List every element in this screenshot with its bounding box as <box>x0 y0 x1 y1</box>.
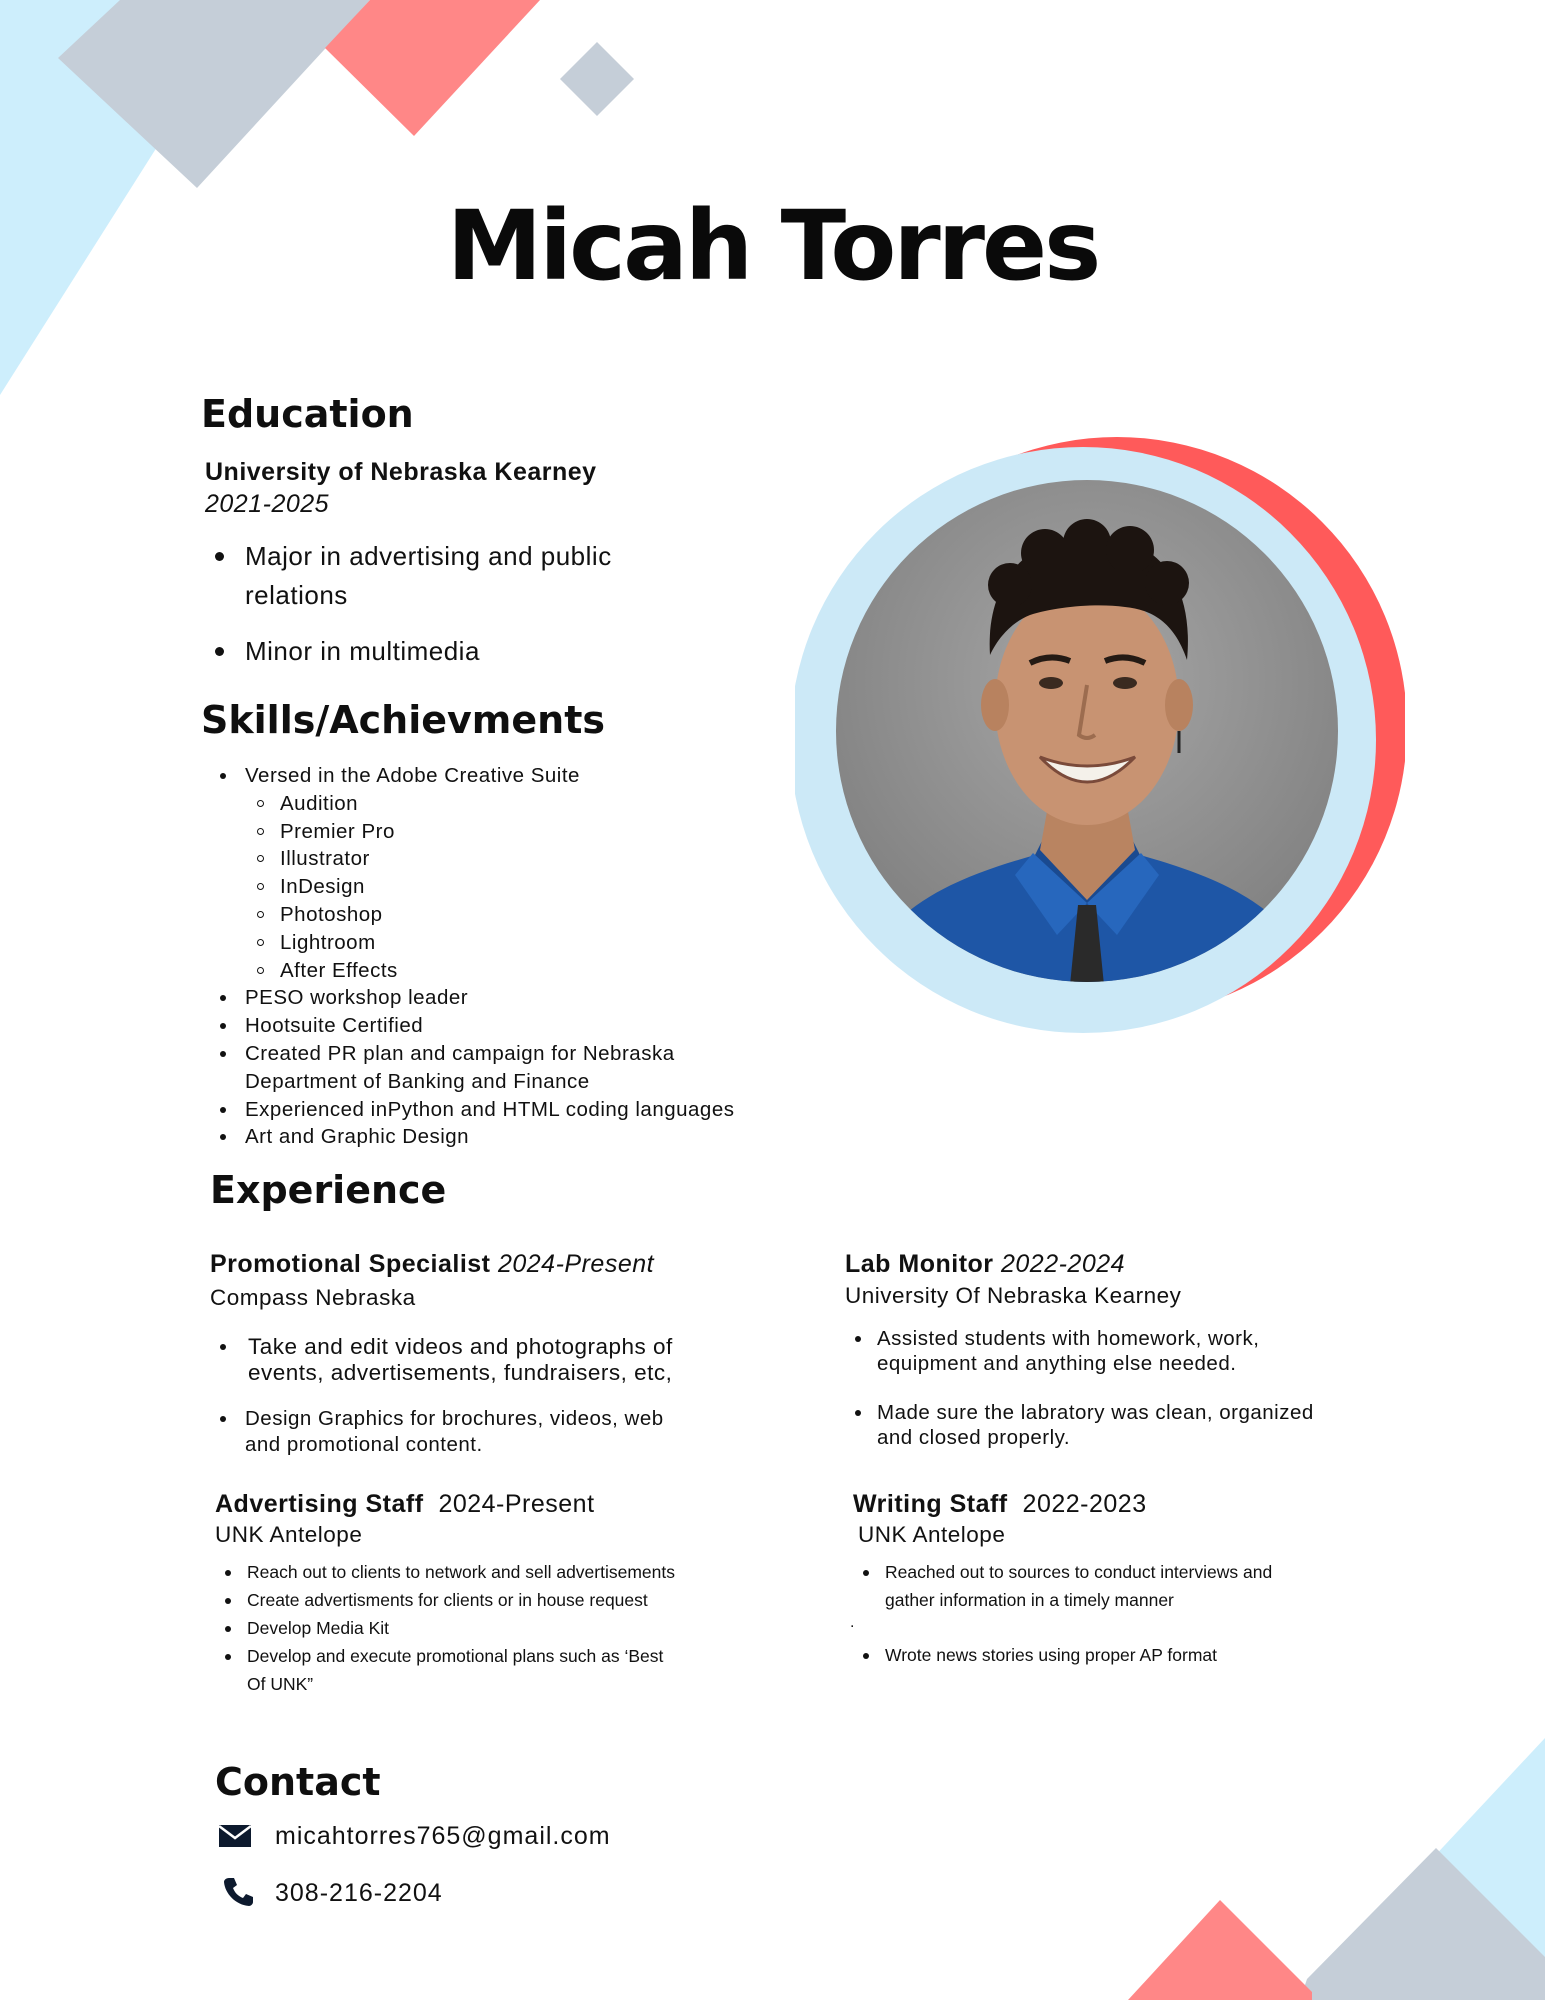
job-bullets <box>845 1326 1315 1450</box>
job-bullet: Reach out to clients to network and sell advertisements <box>215 1558 685 1586</box>
education-item: Major in advertising and public relations <box>205 537 675 615</box>
job-dates: 2022-2023 <box>1022 1490 1147 1518</box>
job-title: Promotional Specialist <box>210 1250 491 1278</box>
phone-icon <box>222 1876 254 1913</box>
contact-phone[interactable]: 308-216-2204 <box>275 1879 443 1907</box>
skill-item: Art and Graphic Design <box>205 1123 805 1151</box>
job-bullets <box>853 1641 1313 1669</box>
skill-subitem: Photoshop <box>205 901 805 929</box>
profile-photo <box>795 435 1405 1035</box>
experience-heading: Experience <box>210 1168 447 1212</box>
job-bullets <box>215 1558 685 1698</box>
skills-heading: Skills/Achievments <box>201 698 605 742</box>
skill-item: PESO workshop leader <box>205 984 805 1012</box>
job-bullet: Design Graphics for brochures, videos, web and promotional content. <box>210 1406 665 1458</box>
resume-name: Micah Torres <box>446 190 1099 302</box>
job-org: Compass Nebraska <box>210 1285 416 1310</box>
job-title-line <box>845 1250 1125 1279</box>
education-years: 2021-2025 <box>205 490 330 518</box>
job-title: Advertising Staff <box>215 1490 424 1518</box>
skill-subitem: Lightroom <box>205 929 805 957</box>
envelope-icon <box>218 1824 252 1853</box>
job-bullet: Create advertisments for clients or in house request <box>215 1586 685 1614</box>
job-title: Lab Monitor <box>845 1250 994 1278</box>
job-bullet: Assisted students with homework, work, equipment and anything else needed. <box>845 1326 1315 1376</box>
stray-mark: . <box>850 1614 855 1631</box>
skill-item: Versed in the Adobe Creative Suite <box>205 762 805 790</box>
job-org: UNK Antelope <box>215 1522 363 1547</box>
job-org: University Of Nebraska Kearney <box>845 1283 1182 1308</box>
education-school: University of Nebraska Kearney <box>205 458 597 486</box>
job-bullet: Develop Media Kit <box>215 1614 685 1642</box>
skill-subitem: Illustrator <box>205 845 805 873</box>
job-dates: 2022-2024 <box>1000 1250 1126 1278</box>
job-bullet: Wrote news stories using proper AP format <box>853 1641 1313 1669</box>
job-bullet: Take and edit videos and photographs of events, advertisements, fundraisers, etc, <box>210 1334 738 1386</box>
contact-heading: Contact <box>215 1760 381 1804</box>
skills-list <box>205 762 805 1151</box>
job-org: UNK Antelope <box>858 1522 1006 1547</box>
job-title: Writing Staff <box>853 1490 1008 1518</box>
job-bullet: Made sure the labratory was clean, organized and closed properly. <box>845 1400 1315 1450</box>
job-bullets <box>210 1334 730 1458</box>
skill-item: Hootsuite Certified <box>205 1012 805 1040</box>
job-title-line <box>853 1490 1147 1519</box>
contact-email[interactable]: micahtorres765@gmail.com <box>275 1822 611 1850</box>
job-title-line <box>215 1490 595 1519</box>
education-list <box>205 537 725 688</box>
skill-subitem: InDesign <box>205 873 805 901</box>
skill-item: Experienced inPython and HTML coding languages <box>205 1096 805 1124</box>
job-dates: 2024-Present <box>497 1250 655 1278</box>
job-bullet: Develop and execute promotional plans such as ‘Best Of UNK” <box>215 1642 667 1698</box>
job-dates: 2024-Present <box>438 1490 595 1518</box>
skill-subitem: Audition <box>205 790 805 818</box>
education-item: Minor in multimedia <box>205 632 725 671</box>
education-heading: Education <box>201 392 414 436</box>
skill-subitem: After Effects <box>205 957 805 985</box>
job-bullets <box>853 1558 1313 1614</box>
job-bullet: Reached out to sources to conduct interviews and gather information in a timely manner <box>853 1558 1313 1614</box>
skill-subitem: Premier Pro <box>205 818 805 846</box>
job-title-line <box>210 1250 654 1279</box>
skill-item: Created PR plan and campaign for Nebraska Department of Banking and Finance <box>205 1040 725 1096</box>
